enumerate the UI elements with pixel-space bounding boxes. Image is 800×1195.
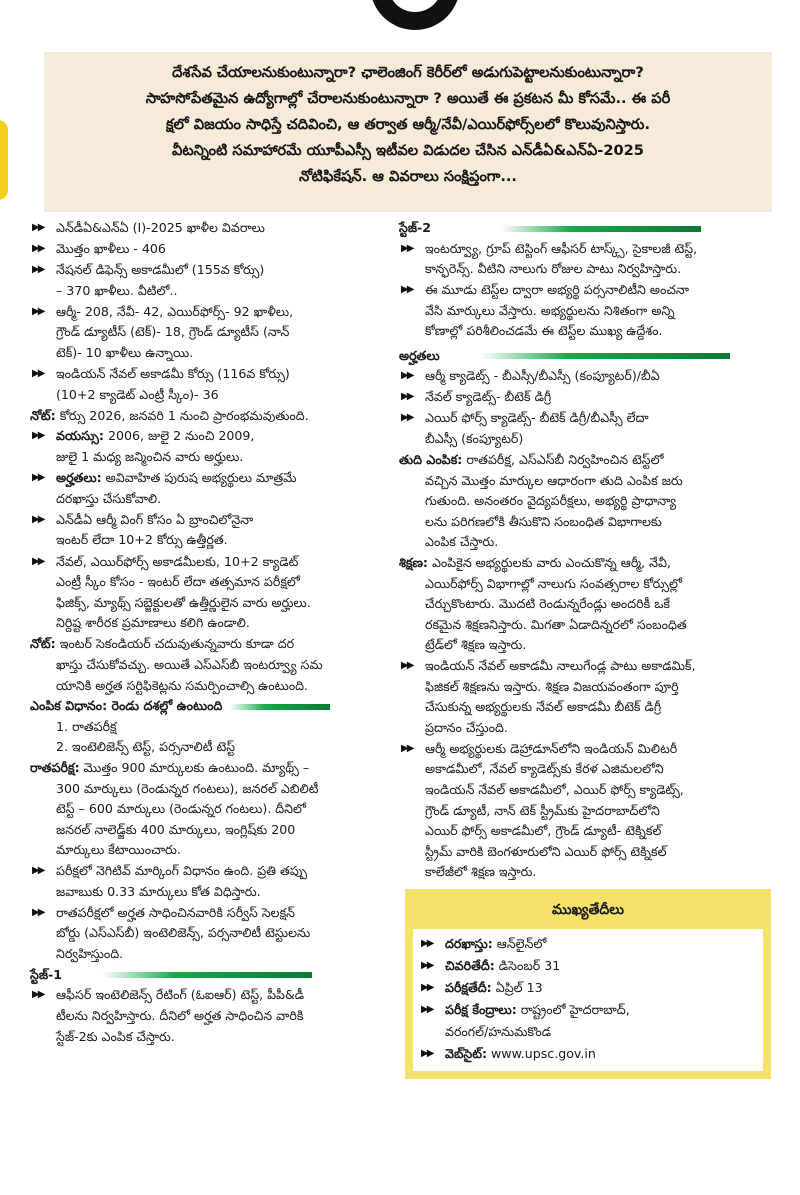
list-item: ▶▶ ఇండియన్ నేవల్ అకాడమీ నాలుగేండ్ల పాటు అకాడమిక్, ఫిజికల్ శిక్షణను ఇస్తారు. శిక్షణ విజయవంతంగా పూర్తి చేసుకున్న అభ్యర్థులకు నేవల్ అకాడమీ బీటెక్ డిగ్రీ ప్రదానం చేస్తుంది. — [401, 657, 696, 735]
list-item: ▶▶ ఇంటర్వ్యూ, గ్రూప్ టెస్టింగ్ ఆఫీసర్ టాస్క్స్, సైకాలజీ టెస్ట్, కాన్ఫరెన్స్. వీటిని నాలుగు రోజుల పాటు నిర్వహిస్తారు. — [401, 240, 698, 277]
double-arrow-bullet-icon: ▶▶ — [401, 242, 413, 254]
heading-divider — [230, 704, 330, 710]
list-item: ▶▶ వెబ్‌సైట్: www.upsc.gov.in — [419, 1043, 755, 1065]
section-heading-selection: ఎంపిక విధానం: రెండు దశల్లో ఉంటుంది — [30, 696, 376, 717]
double-arrow-bullet-icon: ▶▶ — [32, 906, 44, 918]
list-item: ▶▶ నేవల్ క్యాడెట్స్- బీటెక్ డిగ్రీ — [399, 387, 775, 408]
double-arrow-bullet-icon: ▶▶ — [32, 864, 44, 876]
heading-divider — [102, 972, 312, 978]
double-arrow-bullet-icon: ▶▶ — [32, 243, 44, 255]
list-item: ▶▶ పరీక్షతేదీ: ఏప్రిల్ 13 — [419, 977, 755, 999]
list-item: ▶▶ మొత్తం ఖాళీలు - 406 — [30, 239, 376, 260]
double-arrow-bullet-icon: ▶▶ — [32, 264, 44, 276]
list-item: ▶▶ రాతపరీక్షలో అర్హత సాధించినవారికి సర్వీస్ సెలక్షన్ బోర్డు (ఎస్ఎస్‌బీ) ఇంటెలిజెన్స్, పర్సనాలిటీ టెస్టులను నిర్వహిస్తుంది. — [32, 904, 311, 961]
list-item: ▶▶ ఎన్‌డీఏ&ఎన్‌ఏ (I)-2025 ఖాళీల వివరాలు — [30, 218, 376, 239]
list-item: ▶▶ చివరితేదీ: డిసెంబర్ 31 — [419, 955, 755, 977]
written-exam-block: రాతపరీక్ష: మొత్తం 900 మార్కులకు ఉంటుంది. మ్యాథ్స్ – 300 మార్కులు (రెండున్నర గంటలు), జనరల్ ఎబిలిటీ టెస్ట్ – 600 మార్కులు (రెండున్నర గంటలు). దీనిలో జనరల్ నాలెడ్జ్‌కు 400 మార్కులు, ఇంగ్లిష్‌కు 200 మార్కులు కేటాయించారు. — [30, 759, 319, 858]
list-item: ▶▶ ఈ మూడు టెస్ట్‌ల ద్వారా అభ్యర్థి పర్సనాలిటీని అంచనా వేసి మార్కులు వేస్తారు. అభ్యర్థులను నిశితంగా అన్ని కోణాల్లో పరిశీలించడమే ఈ టెస్ట్‌ల ముఖ్య ఉద్దేశం. — [401, 282, 690, 339]
list-item: ▶▶ ఎయిర్ ఫోర్స్ క్యాడెట్స్- బీటెక్ డిగ్రీ/బీఎస్సీ లేదా బీఎస్సీ (కంప్యూటర్) — [401, 410, 649, 446]
double-arrow-bullet-icon: ▶▶ — [401, 742, 413, 754]
list-item: ▶▶ ఆర్మీ అభ్యర్థులకు డెహ్రాడూన్‌లోని ఇండియన్ మిలిటరీ అకాడమీలో, నేవల్ క్యాడెట్స్‌కు కేరళ ఎజిమలలోని ఇండియన్ నేవల్ అకాడమీలో, ఎయిర్ ఫోర్స్ క్యాడెట్స్, గ్రౌండ్ డ్యూటీ, నాన్ టెక్ స్ట్రీమ్‌కు హైదరాబాద్‌లోని ఎయిర్ ఫోర్స్ అకాడమీలో, గ్రౌండ్ డ్యూటీ- టెక్నికల్ స్ట్రీమ్ వారికి బెంగళూరులోని ఎయిర్ ఫోర్స్ టెక్నికల్ కాలేజీలో శిక్షణ ఇస్తారు. — [401, 740, 684, 880]
double-arrow-bullet-icon: ▶▶ — [401, 391, 413, 403]
double-arrow-bullet-icon: ▶▶ — [421, 1047, 433, 1059]
double-arrow-bullet-icon: ▶▶ — [421, 1004, 433, 1015]
list-item: ▶▶ పరీక్ష కేంద్రాలు: రాష్ట్రంలో హైదరాబాద్, వరంగల్/హనుమకొండ — [419, 999, 755, 1042]
intro-line: నోటిఫికేషన్. ఆ వివరాలు సంక్షిప్తంగా... — [299, 168, 517, 185]
double-arrow-bullet-icon: ▶▶ — [32, 513, 44, 525]
intro-panel — [44, 52, 772, 212]
double-arrow-bullet-icon: ▶▶ — [32, 430, 44, 442]
section-heading-qualifications: అర్హతలు — [399, 346, 775, 367]
double-arrow-bullet-icon: ▶▶ — [32, 472, 44, 484]
list-item: ▶▶ ఎన్‌డీఏ ఆర్మీ వింగ్ కోసం ఏ బ్రాంచిలోనైనా ఇంటర్ లేదా 10+2 కోర్సు ఉత్తీర్ణత. — [32, 511, 254, 548]
list-item: ▶▶ పరీక్షలో నెగిటివ్ మార్కింగ్ విధానం ఉంది. ప్రతి తప్పు జవాబుకు 0.33 మార్కులు కోత విధిస్తారు. — [32, 862, 308, 899]
intro-line: క్షలో విజయం సాధిస్తే చదివించి, ఆ తర్వాత ఆర్మీ/నేవీ/ఎయిర్‌ఫోర్స్‌లలో కొలువునిస్తారు. — [166, 116, 650, 133]
double-arrow-bullet-icon: ▶▶ — [32, 368, 44, 380]
double-arrow-bullet-icon: ▶▶ — [32, 222, 44, 233]
double-arrow-bullet-icon: ▶▶ — [421, 938, 433, 949]
heading-divider — [501, 226, 701, 232]
final-selection-block: తుది ఎంపిక: రాతపరీక్ష, ఎస్ఎస్‌బీ నిర్వహించిన టెస్ట్‌లో వచ్చిన మొత్తం మార్కుల ఆధారంగా తుది ఎంపిక జరు గుతుంది. అనంతరం వైద్యపరీక్షలు, అభ్యర్థి ప్రాధాన్యా లను పరిగణలోకి తీసుకొని సంబంధిత విభాగాలకు ఎంపిక చేస్తారు. — [399, 452, 683, 550]
section-heading-stage2: స్టేజ్-2 — [399, 218, 775, 239]
headline-glyph-fragment — [370, 0, 460, 30]
double-arrow-bullet-icon: ▶▶ — [421, 960, 433, 971]
list-item: ▶▶ దరఖాస్తు: ఆన్‌లైన్‌లో — [419, 933, 755, 955]
double-arrow-bullet-icon: ▶▶ — [421, 982, 433, 993]
left-edge-accent — [0, 120, 8, 200]
note-inter-students: నోట్: ఇంటర్ సెకండియర్ చదువుతున్నవారు కూడా దర ఖాస్తు చేసుకోవచ్చు. అయితే ఎస్ఎస్‌బీ ఇంటర్వ్యూ సమ యానికి అర్హత సర్టిఫికెట్లను సమర్పించాల్సి ఉంటుంది. — [30, 636, 323, 693]
intro-line: దేశసేవ చేయాలనుకుంటున్నారా? ఛాలెంజింగ్ కెరీర్‌లో అడుగుపెట్టాలనుకుంటున్నారా? — [172, 64, 644, 81]
double-arrow-bullet-icon: ▶▶ — [401, 370, 413, 382]
double-arrow-bullet-icon: ▶▶ — [401, 284, 413, 296]
intro-line: వీటన్నింటి సమాహారమే యూపీఎస్సీ ఇటీవల విడుదల చేసిన ఎన్‌డీఏ&ఎన్‌ఏ-2025 — [172, 142, 644, 159]
list-item: ▶▶ ఆర్మీ క్యాడెట్స్ - బీఎస్సీ/బీఎస్సీ (కంప్యూటర్)/బీఏ — [399, 366, 775, 387]
double-arrow-bullet-icon: ▶▶ — [401, 412, 413, 424]
left-column — [30, 218, 376, 1048]
list-item: ▶▶ నేషనల్ డిఫెన్స్ అకాడమీలో (155వ కోర్సు) – 370 ఖాళీలు. వీటిలో.. — [32, 262, 265, 298]
selection-step: 2. ఇంటెలిజెన్స్ టెస్ట్, పర్సనాలిటీ టెస్ట్ — [56, 739, 236, 755]
selection-step: 1. రాతపరీక్ష — [56, 718, 117, 734]
list-item-age: ▶▶ వయస్సు: 2006, జులై 2 నుంచి 2009, జులై 1 మధ్య జన్మించిన వారు అర్హులు. — [32, 428, 255, 465]
intro-line: సాహసోపేతమైన ఉద్యోగాల్లో చేరాలనుకుంటున్నారా ? అయితే ఈ ప్రకటన మీ కోసమే.. ఈ పరీ — [145, 90, 671, 107]
list-item: ▶▶ ఆర్మీ- 208, నేవీ- 42, ఎయిర్‌ఫోర్స్- 92 ఖాళీలు, గ్రౌండ్ డ్యూటీస్ (టెక్)- 18, గ్రౌండ్ డ్యూటీస్ (నాన్ టెక్)- 10 ఖాళీలు ఉన్నాయి. — [32, 303, 294, 361]
important-dates-list — [413, 929, 763, 1071]
heading-divider — [480, 353, 730, 359]
list-item: ▶▶ నేవల్, ఎయిర్‌ఫోర్స్ అకాడమీలకు, 10+2 క్యాడెట్ ఎంట్రీ స్కీం కోసం - ఇంటర్ లేదా తత్సమాన పరీక్షలో ఫిజిక్స్, మ్యాథ్స్ సబ్జెక్టులతో ఉత్తీర్ణులైన వారు అర్హులు. నిర్దిష్ట శారీరక ప్రమాణాలు కలిగి ఉండాలి. — [32, 553, 311, 631]
list-item-eligibility: ▶▶ అర్హతలు: అవివాహిత పురుష అభ్యర్థులు మాత్రమే దరఖాస్తు చేసుకోవాలి. — [32, 470, 297, 506]
double-arrow-bullet-icon: ▶▶ — [32, 305, 44, 317]
double-arrow-bullet-icon: ▶▶ — [401, 659, 413, 671]
note-course-start: నోట్: కోర్సు 2026, జనవరి 1 నుంచి ప్రారంభమవుతుంది. — [30, 407, 309, 423]
double-arrow-bullet-icon: ▶▶ — [32, 989, 44, 1001]
list-item: ▶▶ ఇండియన్ నేవల్ అకాడమీ కోర్సు (116వ కోర్సు) (10+2 క్యాడెట్ ఎంట్రీ స్కీం)- 36 — [32, 366, 290, 402]
list-item: ▶▶ ఆఫీసర్ ఇంటెలిజెన్స్ రేటింగ్ (ఓఐఆర్) టెస్ట్, పీపీ&డీ టీలను నిర్వహిస్తారు. దీనిలో అర్హత సాధించిన వారికి స్టేజ్-2కు ఎంపిక చేస్తారు. — [32, 987, 305, 1044]
important-dates-box — [405, 889, 771, 1079]
right-column — [399, 218, 775, 1079]
important-dates-title: ముఖ్యతేదీలు — [551, 902, 625, 918]
training-block: శిక్షణ: ఎంపికైన అభ్యర్థులకు వారు ఎంచుకొన్న ఆర్మీ, నేవీ, ఎయిర్‌ఫోర్స్ విభాగాల్లో నాలుగు సంవత్సరాల కోర్సుల్లో చేర్చుకొంటారు. మొదటి రెండున్నరేండ్లు అందరికీ ఒకే రకమైన శిక్షణనిస్తారు. మిగతా ఏడాదిన్నరలో సంబంధిత ట్రేడ్‌లో శిక్షణ ఇస్తారు. — [399, 555, 687, 653]
double-arrow-bullet-icon: ▶▶ — [32, 555, 44, 567]
section-heading-stage1: స్టేజ్-1 — [30, 965, 376, 986]
